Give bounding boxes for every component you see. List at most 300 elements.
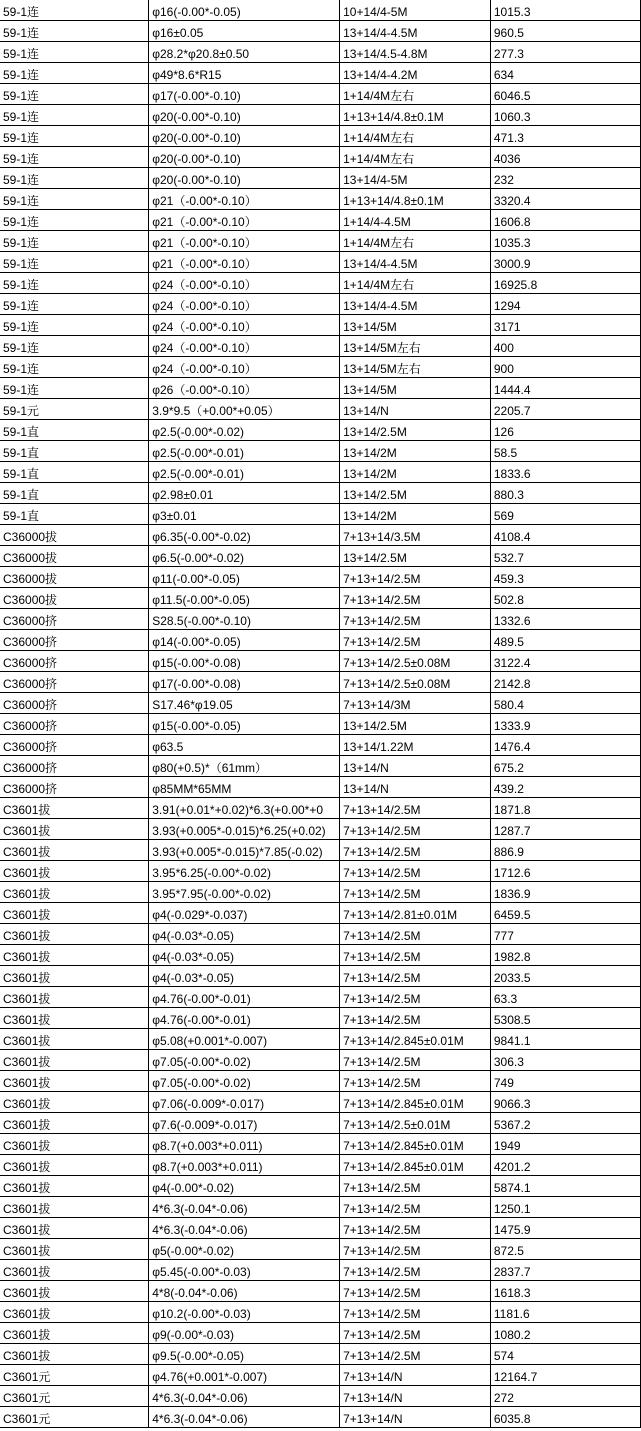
grade-cell[interactable]: C3601拔 — [0, 966, 149, 987]
weight-cell[interactable]: 12164.7 — [490, 1365, 640, 1386]
grade-cell[interactable]: 59-1连 — [0, 210, 149, 231]
spec-cell[interactable]: S17.46*φ19.05 — [149, 693, 340, 714]
grade-cell[interactable]: C3601拔 — [0, 1218, 149, 1239]
spec-cell[interactable]: φ21（-0.00*-0.10） — [149, 252, 340, 273]
weight-cell[interactable]: 675.2 — [490, 756, 640, 777]
length-cell[interactable]: 7+13+14/2.5M — [340, 1050, 491, 1071]
table-row — [0, 882, 641, 903]
spec-cell[interactable]: φ2.5(-0.00*-0.02) — [149, 420, 340, 441]
grade-cell[interactable]: 59-1元 — [0, 399, 149, 420]
weight-cell[interactable]: 872.5 — [490, 1239, 640, 1260]
weight-cell[interactable]: 63.3 — [490, 987, 640, 1008]
grade-cell[interactable]: C3601元 — [0, 1407, 149, 1428]
weight-cell[interactable]: 1294 — [490, 294, 640, 315]
grade-cell[interactable]: 59-1连 — [0, 21, 149, 42]
table-row — [0, 714, 641, 735]
weight-cell[interactable]: 1833.6 — [490, 462, 640, 483]
grade-cell[interactable]: 59-1连 — [0, 42, 149, 63]
grade-cell[interactable]: 59-1直 — [0, 483, 149, 504]
weight-cell[interactable]: 4108.4 — [490, 525, 640, 546]
grade-cell[interactable]: C3601拔 — [0, 882, 149, 903]
grade-cell[interactable]: C3601拔 — [0, 1323, 149, 1344]
spec-cell[interactable]: φ7.05(-0.00*-0.02) — [149, 1071, 340, 1092]
weight-cell[interactable]: 277.3 — [490, 42, 640, 63]
spec-cell[interactable]: φ4.76(-0.00*-0.01) — [149, 987, 340, 1008]
grade-cell[interactable]: C3601拔 — [0, 1239, 149, 1260]
grade-cell[interactable]: 59-1连 — [0, 105, 149, 126]
grade-cell[interactable]: C3601拔 — [0, 903, 149, 924]
weight-cell[interactable]: 1836.9 — [490, 882, 640, 903]
spec-cell[interactable]: φ6.35(-0.00*-0.02) — [149, 525, 340, 546]
length-cell[interactable]: 7+13+14/2.5M — [340, 924, 491, 945]
grade-cell[interactable]: C3601拔 — [0, 1050, 149, 1071]
spec-cell[interactable]: φ20(-0.00*-0.10) — [149, 168, 340, 189]
weight-cell[interactable]: 489.5 — [490, 630, 640, 651]
length-cell[interactable]: 7+13+14/2.5±0.01M — [340, 1113, 491, 1134]
spec-cell[interactable]: φ8.7(+0.003*+0.011) — [149, 1155, 340, 1176]
grade-cell[interactable]: 59-1连 — [0, 315, 149, 336]
weight-cell[interactable]: 569 — [490, 504, 640, 525]
weight-cell[interactable]: 2033.5 — [490, 966, 640, 987]
length-cell[interactable]: 7+13+14/2.5±0.08M — [340, 651, 491, 672]
length-cell[interactable]: 7+13+14/2.845±0.01M — [340, 1029, 491, 1050]
spec-cell[interactable]: φ20(-0.00*-0.10) — [149, 147, 340, 168]
grade-cell[interactable]: C3601拔 — [0, 1008, 149, 1029]
spec-cell[interactable]: φ21（-0.00*-0.10） — [149, 231, 340, 252]
spec-cell[interactable]: 3.9*9.5（+0.00*+0.05） — [149, 399, 340, 420]
length-cell[interactable]: 13+14/2.5M — [340, 420, 491, 441]
length-cell[interactable]: 7+13+14/2.5M — [340, 987, 491, 1008]
weight-cell[interactable]: 502.8 — [490, 588, 640, 609]
length-cell[interactable]: 7+13+14/2.5M — [340, 819, 491, 840]
weight-cell[interactable]: 3320.4 — [490, 189, 640, 210]
weight-cell[interactable]: 880.3 — [490, 483, 640, 504]
table-row — [0, 1323, 641, 1344]
weight-cell[interactable]: 9066.3 — [490, 1092, 640, 1113]
length-cell[interactable]: 7+13+14/2.5M — [340, 1071, 491, 1092]
weight-cell[interactable]: 3122.4 — [490, 651, 640, 672]
weight-cell[interactable]: 3000.9 — [490, 252, 640, 273]
table-row — [0, 504, 641, 525]
weight-cell[interactable]: 2142.8 — [490, 672, 640, 693]
grade-cell[interactable]: 59-1连 — [0, 378, 149, 399]
spec-cell[interactable]: φ85MM*65MM — [149, 777, 340, 798]
weight-cell[interactable]: 1287.7 — [490, 819, 640, 840]
weight-cell[interactable]: 3171 — [490, 315, 640, 336]
spec-cell[interactable]: 3.93(+0.005*-0.015)*6.25(+0.02) — [149, 819, 340, 840]
length-cell[interactable]: 13+14/4-4.5M — [340, 252, 491, 273]
grade-cell[interactable]: C36000挤 — [0, 693, 149, 714]
length-cell[interactable]: 13+14/4-4.2M — [340, 63, 491, 84]
table-row — [0, 1029, 641, 1050]
length-cell[interactable]: 13+14/2.5M — [340, 546, 491, 567]
weight-cell[interactable]: 1332.6 — [490, 609, 640, 630]
grade-cell[interactable]: C36000挤 — [0, 651, 149, 672]
spec-cell[interactable]: φ21（-0.00*-0.10） — [149, 189, 340, 210]
spec-cell[interactable]: φ5.08(+0.001*-0.007) — [149, 1029, 340, 1050]
grade-cell[interactable]: C3601拔 — [0, 861, 149, 882]
table-row — [0, 609, 641, 630]
weight-cell[interactable]: 272 — [490, 1386, 640, 1407]
table-row — [0, 1302, 641, 1323]
table-row — [0, 672, 641, 693]
grade-cell[interactable]: 59-1直 — [0, 420, 149, 441]
spec-cell[interactable]: φ9.5(-0.00*-0.05) — [149, 1344, 340, 1365]
spec-cell[interactable]: 3.95*6.25(-0.00*-0.02) — [149, 861, 340, 882]
grade-cell[interactable]: C36000挤 — [0, 714, 149, 735]
weight-cell[interactable]: 1250.1 — [490, 1197, 640, 1218]
grade-cell[interactable]: C3601拔 — [0, 987, 149, 1008]
spec-cell[interactable]: φ17(-0.00*-0.10) — [149, 84, 340, 105]
spec-cell[interactable]: φ16±0.05 — [149, 21, 340, 42]
table-row — [0, 966, 641, 987]
grade-cell[interactable]: 59-1连 — [0, 294, 149, 315]
grade-cell[interactable]: 59-1连 — [0, 189, 149, 210]
weight-cell[interactable]: 6035.8 — [490, 1407, 640, 1428]
length-cell[interactable]: 7+13+14/2.5M — [340, 630, 491, 651]
spec-cell[interactable]: 4*6.3(-0.04*-0.06) — [149, 1386, 340, 1407]
spec-cell[interactable]: φ15(-0.00*-0.08) — [149, 651, 340, 672]
length-cell[interactable]: 7+13+14/2.5M — [340, 945, 491, 966]
grade-cell[interactable]: 59-1直 — [0, 462, 149, 483]
length-cell[interactable]: 13+14/4.5-4.8M — [340, 42, 491, 63]
grade-cell[interactable]: C36000挤 — [0, 756, 149, 777]
grade-cell[interactable]: C3601拔 — [0, 840, 149, 861]
weight-cell[interactable]: 459.3 — [490, 567, 640, 588]
length-cell[interactable]: 7+13+14/2.5M — [340, 588, 491, 609]
spec-cell[interactable]: φ26（-0.00*-0.10） — [149, 378, 340, 399]
weight-cell[interactable]: 6459.5 — [490, 903, 640, 924]
weight-cell[interactable]: 1035.3 — [490, 231, 640, 252]
length-cell[interactable]: 7+13+14/2.845±0.01M — [340, 1092, 491, 1113]
spec-cell[interactable]: φ3±0.01 — [149, 504, 340, 525]
spec-cell[interactable]: φ24（-0.00*-0.10） — [149, 294, 340, 315]
grade-cell[interactable]: C3601拔 — [0, 1281, 149, 1302]
length-cell[interactable]: 13+14/4-4.5M — [340, 21, 491, 42]
spec-cell[interactable]: φ5.45(-0.00*-0.03) — [149, 1260, 340, 1281]
length-cell[interactable]: 7+13+14/2.81±0.01M — [340, 903, 491, 924]
grade-cell[interactable]: 59-1连 — [0, 357, 149, 378]
spec-cell[interactable]: φ63.5 — [149, 735, 340, 756]
length-cell[interactable]: 7+13+14/2.5M — [340, 798, 491, 819]
grade-cell[interactable]: 59-1连 — [0, 168, 149, 189]
length-cell[interactable]: 7+13+14/2.5M — [340, 861, 491, 882]
spec-cell[interactable]: 4*6.3(-0.04*-0.06) — [149, 1218, 340, 1239]
table-row — [0, 189, 641, 210]
weight-cell[interactable]: 580.4 — [490, 693, 640, 714]
grade-cell[interactable]: C3601拔 — [0, 945, 149, 966]
spec-cell[interactable]: φ4(-0.00*-0.02) — [149, 1176, 340, 1197]
length-cell[interactable]: 1+14/4M左右 — [340, 231, 491, 252]
weight-cell[interactable]: 749 — [490, 1071, 640, 1092]
grade-cell[interactable]: 59-1连 — [0, 126, 149, 147]
weight-cell[interactable]: 2837.7 — [490, 1260, 640, 1281]
length-cell[interactable]: 1+14/4M左右 — [340, 84, 491, 105]
length-cell[interactable]: 7+13+14/3.5M — [340, 525, 491, 546]
weight-cell[interactable]: 5308.5 — [490, 1008, 640, 1029]
spec-cell[interactable]: φ4.76(-0.00*-0.01) — [149, 1008, 340, 1029]
grade-cell[interactable]: C3601拔 — [0, 1134, 149, 1155]
length-cell[interactable]: 1+13+14/4.8±0.1M — [340, 105, 491, 126]
weight-cell[interactable]: 400 — [490, 336, 640, 357]
length-cell[interactable]: 1+13+14/4.8±0.1M — [340, 189, 491, 210]
length-cell[interactable]: 7+13+14/2.5M — [340, 1260, 491, 1281]
grade-cell[interactable]: C3601元 — [0, 1365, 149, 1386]
weight-cell[interactable]: 1444.4 — [490, 378, 640, 399]
weight-cell[interactable]: 306.3 — [490, 1050, 640, 1071]
weight-cell[interactable]: 1015.3 — [490, 0, 640, 21]
weight-cell[interactable]: 1606.8 — [490, 210, 640, 231]
grade-cell[interactable]: C36000挤 — [0, 735, 149, 756]
grade-cell[interactable]: 59-1连 — [0, 63, 149, 84]
table-row — [0, 1218, 641, 1239]
spec-cell[interactable]: 3.91(+0.01*+0.02)*6.3(+0.00*+0 — [149, 798, 340, 819]
table-row — [0, 357, 641, 378]
grade-cell[interactable]: 59-1连 — [0, 252, 149, 273]
spec-cell[interactable]: φ20(-0.00*-0.10) — [149, 126, 340, 147]
spec-cell[interactable]: φ9(-0.00*-0.03) — [149, 1323, 340, 1344]
length-cell[interactable]: 7+13+14/2.5M — [340, 1197, 491, 1218]
spec-cell[interactable]: φ14(-0.00*-0.05) — [149, 630, 340, 651]
spec-cell[interactable]: φ80(+0.5)*（61mm） — [149, 756, 340, 777]
length-cell[interactable]: 13+14/4-5M — [340, 168, 491, 189]
table-row — [0, 651, 641, 672]
spec-cell[interactable]: φ4(-0.029*-0.037) — [149, 903, 340, 924]
grade-cell[interactable]: C36000拔 — [0, 567, 149, 588]
spec-cell[interactable]: φ6.5(-0.00*-0.02) — [149, 546, 340, 567]
table-row — [0, 630, 641, 651]
grade-cell[interactable]: C3601拔 — [0, 1197, 149, 1218]
table-row — [0, 252, 641, 273]
length-cell[interactable]: 7+13+14/2.5M — [340, 1218, 491, 1239]
weight-cell[interactable]: 1476.4 — [490, 735, 640, 756]
weight-cell[interactable]: 1080.2 — [490, 1323, 640, 1344]
weight-cell[interactable]: 1871.8 — [490, 798, 640, 819]
length-cell[interactable]: 13+14/2.5M — [340, 483, 491, 504]
grade-cell[interactable]: C3601拔 — [0, 1071, 149, 1092]
length-cell[interactable]: 1+14/4M左右 — [340, 273, 491, 294]
length-cell[interactable]: 13+14/2M — [340, 462, 491, 483]
weight-cell[interactable]: 5367.2 — [490, 1113, 640, 1134]
weight-cell[interactable]: 886.9 — [490, 840, 640, 861]
spec-cell[interactable]: 3.93(+0.005*-0.015)*7.85(-0.02) — [149, 840, 340, 861]
length-cell[interactable]: 7+13+14/2.5M — [340, 1344, 491, 1365]
weight-cell[interactable]: 58.5 — [490, 441, 640, 462]
grade-cell[interactable]: C3601拔 — [0, 1302, 149, 1323]
length-cell[interactable]: 1+14/4M左右 — [340, 126, 491, 147]
weight-cell[interactable]: 1712.6 — [490, 861, 640, 882]
grade-cell[interactable]: C36000挤 — [0, 609, 149, 630]
spec-cell[interactable]: φ49*8.6*R15 — [149, 63, 340, 84]
length-cell[interactable]: 1+14/4M左右 — [340, 147, 491, 168]
spec-cell[interactable]: φ4.76(+0.001*-0.007) — [149, 1365, 340, 1386]
grade-cell[interactable]: 59-1连 — [0, 0, 149, 21]
grade-cell[interactable]: C3601拔 — [0, 1260, 149, 1281]
grade-cell[interactable]: C3601拔 — [0, 1176, 149, 1197]
length-cell[interactable]: 13+14/5M左右 — [340, 336, 491, 357]
length-cell[interactable]: 10+14/4-5M — [340, 0, 491, 21]
length-cell[interactable]: 7+13+14/2.5M — [340, 882, 491, 903]
weight-cell[interactable]: 900 — [490, 357, 640, 378]
grade-cell[interactable]: C36000拔 — [0, 588, 149, 609]
length-cell[interactable]: 7+13+14/2.5M — [340, 1008, 491, 1029]
weight-cell[interactable]: 471.3 — [490, 126, 640, 147]
table-row — [0, 861, 641, 882]
weight-cell[interactable]: 6046.5 — [490, 84, 640, 105]
length-cell[interactable]: 7+13+14/2.5±0.08M — [340, 672, 491, 693]
length-cell[interactable]: 7+13+14/N — [340, 1407, 491, 1428]
grade-cell[interactable]: 59-1连 — [0, 84, 149, 105]
weight-cell[interactable]: 777 — [490, 924, 640, 945]
weight-cell[interactable]: 1618.3 — [490, 1281, 640, 1302]
spec-cell[interactable]: φ4(-0.03*-0.05) — [149, 945, 340, 966]
spec-cell[interactable]: 3.95*7.95(-0.00*-0.02) — [149, 882, 340, 903]
table-row — [0, 1092, 641, 1113]
table-row — [0, 1365, 641, 1386]
table-row — [0, 945, 641, 966]
length-cell[interactable]: 7+13+14/2.845±0.01M — [340, 1155, 491, 1176]
weight-cell[interactable]: 1475.9 — [490, 1218, 640, 1239]
spec-cell[interactable]: φ4(-0.03*-0.05) — [149, 966, 340, 987]
spec-cell[interactable]: φ11(-0.00*-0.05) — [149, 567, 340, 588]
length-cell[interactable]: 7+13+14/N — [340, 1365, 491, 1386]
weight-cell[interactable]: 1949 — [490, 1134, 640, 1155]
length-cell[interactable]: 1+14/4-4.5M — [340, 210, 491, 231]
grade-cell[interactable]: C3601拔 — [0, 924, 149, 945]
spec-cell[interactable]: φ24（-0.00*-0.10） — [149, 357, 340, 378]
grade-cell[interactable]: C36000挤 — [0, 630, 149, 651]
weight-cell[interactable]: 232 — [490, 168, 640, 189]
spec-cell[interactable]: φ2.5(-0.00*-0.01) — [149, 441, 340, 462]
grade-cell[interactable]: C3601拔 — [0, 1029, 149, 1050]
grade-cell[interactable]: C3601元 — [0, 1386, 149, 1407]
length-cell[interactable]: 7+13+14/2.5M — [340, 1239, 491, 1260]
spec-cell[interactable]: φ4(-0.03*-0.05) — [149, 924, 340, 945]
weight-cell[interactable]: 126 — [490, 420, 640, 441]
spec-cell[interactable]: φ2.5(-0.00*-0.01) — [149, 462, 340, 483]
spec-cell[interactable]: φ21（-0.00*-0.10） — [149, 210, 340, 231]
grade-cell[interactable]: 59-1连 — [0, 147, 149, 168]
spec-cell[interactable]: φ24（-0.00*-0.10） — [149, 315, 340, 336]
grade-cell[interactable]: 59-1直 — [0, 504, 149, 525]
length-cell[interactable]: 13+14/5M — [340, 378, 491, 399]
table-row — [0, 1071, 641, 1092]
weight-cell[interactable]: 634 — [490, 63, 640, 84]
weight-cell[interactable]: 960.5 — [490, 21, 640, 42]
length-cell[interactable]: 7+13+14/2.5M — [340, 1302, 491, 1323]
weight-cell[interactable]: 4036 — [490, 147, 640, 168]
grade-cell[interactable]: 59-1连 — [0, 273, 149, 294]
length-cell[interactable]: 7+13+14/N — [340, 1386, 491, 1407]
spec-cell[interactable]: 4*6.3(-0.04*-0.06) — [149, 1407, 340, 1428]
length-cell[interactable]: 7+13+14/2.5M — [340, 966, 491, 987]
table-row — [0, 1197, 641, 1218]
weight-cell[interactable]: 532.7 — [490, 546, 640, 567]
length-cell[interactable]: 7+13+14/2.5M — [340, 609, 491, 630]
weight-cell[interactable]: 5874.1 — [490, 1176, 640, 1197]
spec-cell[interactable]: φ20(-0.00*-0.10) — [149, 105, 340, 126]
spec-cell[interactable]: 4*8(-0.04*-0.06) — [149, 1281, 340, 1302]
length-cell[interactable]: 7+13+14/2.5M — [340, 1281, 491, 1302]
table-row — [0, 777, 641, 798]
length-cell[interactable]: 13+14/2M — [340, 504, 491, 525]
table-row — [0, 546, 641, 567]
grade-cell[interactable]: 59-1连 — [0, 336, 149, 357]
length-cell[interactable]: 7+13+14/2.5M — [340, 1323, 491, 1344]
spec-cell[interactable]: φ5(-0.00*-0.02) — [149, 1239, 340, 1260]
weight-cell[interactable]: 9841.1 — [490, 1029, 640, 1050]
spec-cell[interactable]: φ7.06(-0.009*-0.017) — [149, 1092, 340, 1113]
weight-cell[interactable]: 4201.2 — [490, 1155, 640, 1176]
table-row — [0, 1344, 641, 1365]
length-cell[interactable]: 13+14/5M左右 — [340, 357, 491, 378]
spec-cell[interactable]: φ15(-0.00*-0.05) — [149, 714, 340, 735]
weight-cell[interactable]: 1181.6 — [490, 1302, 640, 1323]
spec-cell[interactable]: φ24（-0.00*-0.10） — [149, 336, 340, 357]
length-cell[interactable]: 13+14/4-4.5M — [340, 294, 491, 315]
spec-cell[interactable]: φ2.98±0.01 — [149, 483, 340, 504]
grade-cell[interactable]: C3601拔 — [0, 1113, 149, 1134]
weight-cell[interactable]: 1060.3 — [490, 105, 640, 126]
table-row — [0, 819, 641, 840]
table-row — [0, 42, 641, 63]
length-cell[interactable]: 7+13+14/2.845±0.01M — [340, 1134, 491, 1155]
grade-cell[interactable]: C36000拔 — [0, 525, 149, 546]
weight-cell[interactable]: 2205.7 — [490, 399, 640, 420]
length-cell[interactable]: 7+13+14/2.5M — [340, 1176, 491, 1197]
grade-cell[interactable]: C3601拔 — [0, 819, 149, 840]
spec-cell[interactable]: φ7.05(-0.00*-0.02) — [149, 1050, 340, 1071]
spec-cell[interactable]: φ10.2(-0.00*-0.03) — [149, 1302, 340, 1323]
weight-cell[interactable]: 1333.9 — [490, 714, 640, 735]
weight-cell[interactable]: 16925.8 — [490, 273, 640, 294]
grade-cell[interactable]: C36000挤 — [0, 777, 149, 798]
length-cell[interactable]: 7+13+14/2.5M — [340, 567, 491, 588]
grade-cell[interactable]: 59-1连 — [0, 231, 149, 252]
spec-cell[interactable]: φ28.2*φ20.8±0.50 — [149, 42, 340, 63]
grade-cell[interactable]: C3601拔 — [0, 1092, 149, 1113]
length-cell[interactable]: 13+14/N — [340, 756, 491, 777]
table-row — [0, 735, 641, 756]
spec-cell[interactable]: 4*6.3(-0.04*-0.06) — [149, 1197, 340, 1218]
grade-cell[interactable]: 59-1直 — [0, 441, 149, 462]
length-cell[interactable]: 13+14/2.5M — [340, 714, 491, 735]
spec-cell[interactable]: S28.5(-0.00*-0.10) — [149, 609, 340, 630]
spec-cell[interactable]: φ7.6(-0.009*-0.017) — [149, 1113, 340, 1134]
weight-cell[interactable]: 574 — [490, 1344, 640, 1365]
length-cell[interactable]: 13+14/5M — [340, 315, 491, 336]
length-cell[interactable]: 13+14/1.22M — [340, 735, 491, 756]
grade-cell[interactable]: C3601拔 — [0, 1155, 149, 1176]
length-cell[interactable]: 7+13+14/2.5M — [340, 840, 491, 861]
spec-cell[interactable]: φ11.5(-0.00*-0.05) — [149, 588, 340, 609]
grade-cell[interactable]: C36000拔 — [0, 546, 149, 567]
grade-cell[interactable]: C3601拔 — [0, 1344, 149, 1365]
length-cell[interactable]: 13+14/N — [340, 777, 491, 798]
length-cell[interactable]: 13+14/2M — [340, 441, 491, 462]
spec-cell[interactable]: φ16(-0.00*-0.05) — [149, 0, 340, 21]
table-row — [0, 1176, 641, 1197]
grade-cell[interactable]: C36000挤 — [0, 672, 149, 693]
spec-cell[interactable]: φ24（-0.00*-0.10） — [149, 273, 340, 294]
spec-cell[interactable]: φ8.7(+0.003*+0.011) — [149, 1134, 340, 1155]
length-cell[interactable]: 7+13+14/3M — [340, 693, 491, 714]
weight-cell[interactable]: 1982.8 — [490, 945, 640, 966]
weight-cell[interactable]: 439.2 — [490, 777, 640, 798]
grade-cell[interactable]: C3601拔 — [0, 798, 149, 819]
spec-cell[interactable]: φ17(-0.00*-0.08) — [149, 672, 340, 693]
length-cell[interactable]: 13+14/N — [340, 399, 491, 420]
